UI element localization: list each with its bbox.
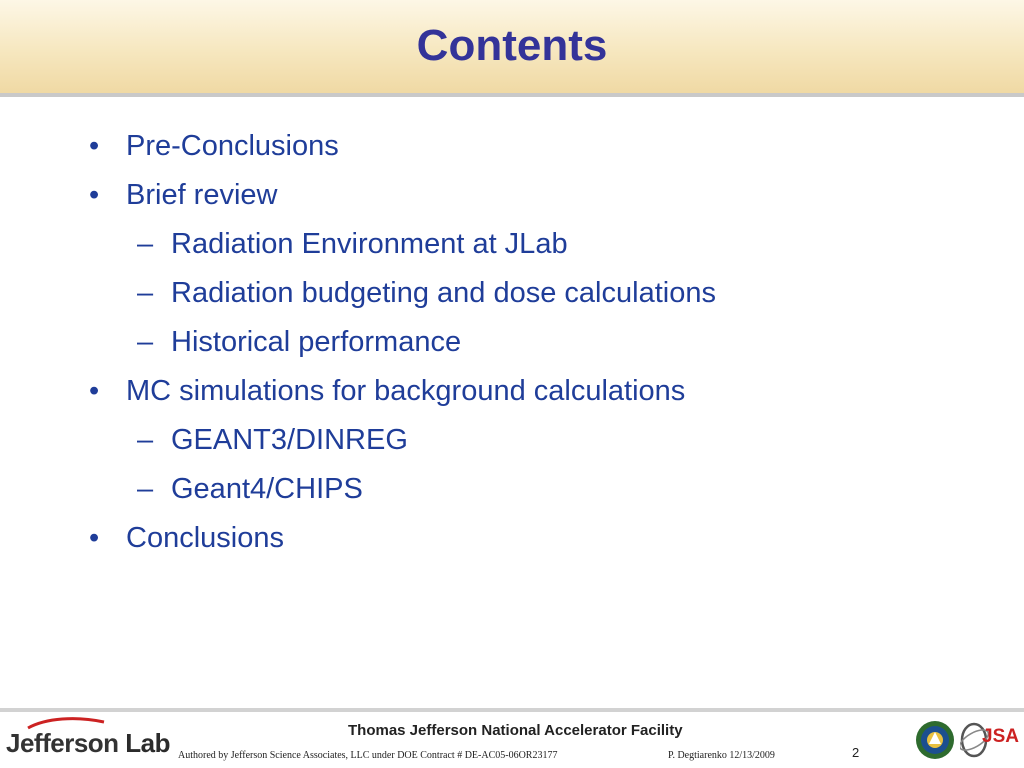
- sub-bullet-item: [137, 416, 408, 464]
- presenter-date: P. Degtiarenko 12/13/2009: [668, 750, 775, 761]
- bullet-text: Pre-Conclusions: [126, 130, 339, 162]
- title-divider: [0, 93, 1024, 97]
- facility-name: Thomas Jefferson National Accelerator Facility: [348, 722, 683, 739]
- bullet-text: Brief review: [126, 179, 278, 211]
- sub-bullet-text: Radiation budgeting and dose calculations: [171, 277, 716, 309]
- bullet-text: Conclusions: [126, 522, 284, 554]
- bullet-marker: •: [89, 179, 100, 211]
- sub-bullet-item: [137, 220, 568, 268]
- dash-marker: –: [137, 473, 154, 505]
- bullet-marker: •: [89, 375, 100, 407]
- sub-bullet-item: [137, 465, 363, 513]
- sub-bullet-text: Historical performance: [171, 326, 462, 358]
- doe-seal-icon: [915, 720, 955, 760]
- dash-marker: –: [137, 228, 154, 260]
- bullet-item: [89, 122, 339, 170]
- bullet-marker: •: [89, 130, 100, 162]
- bullet-item: [89, 171, 278, 219]
- sub-bullet-text: Geant4/CHIPS: [171, 473, 363, 505]
- page-number: 2: [852, 745, 860, 760]
- dash-marker: –: [137, 424, 154, 456]
- sub-bullet-item: [137, 318, 461, 366]
- bullet-text: MC simulations for background calculations: [126, 375, 686, 407]
- footer-divider: [0, 708, 1024, 712]
- jsa-logo-text: JSA: [982, 726, 1019, 747]
- bullet-marker: •: [89, 522, 100, 554]
- dash-marker: –: [137, 326, 154, 358]
- bullet-item: [89, 367, 685, 415]
- logo-word-jefferson: Jefferson: [6, 728, 119, 758]
- sub-bullet-item: [137, 269, 716, 317]
- authored-notice: Authored by Jefferson Science Associates, LLC under DOE Contract # DE-AC05-06OR23177: [178, 750, 558, 761]
- jefferson-lab-logo: [6, 728, 170, 759]
- jsa-logo-icon: [960, 718, 1022, 762]
- sub-bullet-text: Radiation Environment at JLab: [171, 228, 568, 260]
- slide-title: Contents: [416, 21, 608, 70]
- dash-marker: –: [137, 277, 154, 309]
- sub-bullet-text: GEANT3/DINREG: [171, 424, 408, 456]
- logo-word-lab: Lab: [125, 728, 171, 758]
- bullet-item: [89, 514, 284, 562]
